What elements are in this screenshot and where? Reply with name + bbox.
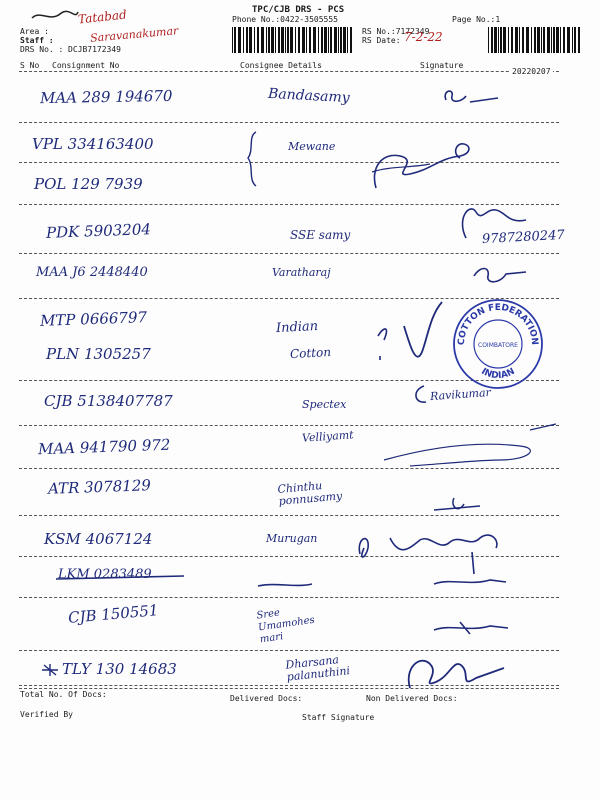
- cotton-federation-seal-icon: [452, 298, 544, 390]
- consignment-number: MTP 0666797: [39, 308, 148, 330]
- barcode-bar: [553, 27, 555, 53]
- barcode-bar: [519, 27, 520, 53]
- consignment-number: MAA 289 194670: [39, 86, 173, 108]
- barcode-bar: [298, 27, 300, 53]
- barcode-drs-icon: [232, 27, 354, 53]
- barcode-bar: [343, 27, 346, 53]
- barcode-bar: [551, 27, 552, 53]
- consignee-name: Spectex: [302, 398, 347, 411]
- consignment-number: VPL 334163400: [32, 135, 154, 153]
- signature-scribble-icon: [410, 384, 430, 408]
- drs-number: DCJB7172349: [68, 45, 121, 54]
- barcode-bar: [543, 27, 545, 53]
- svg-text:COTTON FEDERATION: [457, 303, 539, 345]
- consignee-name: Sree Umamohes mari: [255, 607, 316, 646]
- barcode-bar: [526, 27, 529, 53]
- consignment-number: KSM 4067124: [44, 530, 153, 548]
- barcode-bar: [531, 27, 532, 53]
- signature-scribble-icon: [370, 296, 460, 376]
- signature-scribble-icon: [446, 198, 536, 242]
- barcode-bar: [563, 27, 565, 53]
- barcode-bar: [522, 27, 524, 53]
- barcode-bar: [275, 27, 276, 53]
- delivered-docs-label: Delivered Docs:: [230, 694, 303, 703]
- barcode-bar: [572, 27, 573, 53]
- barcode-bar: [287, 27, 289, 53]
- signature-scribble-icon: [360, 138, 480, 198]
- consignee-name: Velliyamt: [301, 428, 355, 445]
- phone-number: Phone No.:0422-3505555: [232, 15, 338, 24]
- barcode-bar: [494, 27, 497, 53]
- consignee-name: SSE samy: [290, 228, 351, 242]
- barcode-bar: [257, 27, 259, 53]
- signature-scribble-icon: [430, 494, 490, 518]
- barcode-bar: [313, 27, 316, 53]
- barcode-bar: [232, 27, 233, 53]
- page-number: Page No.:1: [452, 15, 501, 24]
- signature-scribble-icon: [380, 420, 560, 480]
- consignment-number: LKM 0283489: [58, 567, 152, 582]
- barcode-bar: [238, 27, 241, 53]
- consignment-number: POL 129 7939: [34, 175, 143, 193]
- row-divider: [19, 597, 559, 598]
- seal-center-text: COIMBATORE: [478, 342, 518, 349]
- drs-label: DRS No. :: [20, 45, 64, 54]
- brace-mark-icon: [244, 130, 264, 190]
- total-docs-label: Total No. Of Docs:: [20, 690, 107, 699]
- consignment-number: ATR 3078129: [47, 476, 152, 498]
- barcode-bar: [234, 27, 236, 53]
- barcode-bar: [500, 27, 502, 53]
- barcode-bar: [278, 27, 280, 53]
- seal-bottom-text: INDIAN: [479, 366, 517, 382]
- barcode-bar: [537, 27, 540, 53]
- column-consignment: Consignment No: [52, 61, 120, 70]
- signature-scribble-icon: [350, 518, 510, 578]
- barcode-bar: [318, 27, 319, 53]
- consignee-name: Bandasamy: [267, 85, 351, 107]
- barcode-bar: [285, 27, 286, 53]
- barcode-bar: [515, 27, 518, 53]
- barcode-bar: [334, 27, 337, 53]
- barcode-bar: [266, 27, 267, 53]
- barcode-bar: [324, 27, 327, 53]
- barcode-bar: [261, 27, 264, 53]
- consignee-name: Chinthu ponnusamy: [277, 479, 343, 508]
- strike-through-icon: [56, 570, 186, 586]
- consignment-number: CJB 5138407787: [44, 392, 173, 410]
- barcode-bar: [541, 27, 542, 53]
- signature-scribble-icon: [400, 648, 510, 698]
- barcode-bar: [556, 27, 559, 53]
- barcode-bar: [254, 27, 255, 53]
- rs-date-label: RS Date:: [362, 36, 401, 45]
- barcode-bar: [338, 27, 339, 53]
- consignment-number: MAA J6 2448440: [36, 265, 148, 280]
- barcode-rs-icon: [488, 27, 580, 53]
- header-divider: [19, 71, 559, 72]
- barcode-bar: [340, 27, 342, 53]
- staff-signature-label: Staff Signature: [302, 713, 375, 722]
- barcode-bar: [309, 27, 311, 53]
- barcode-bar: [249, 27, 252, 53]
- signature-scribble-icon: [430, 574, 510, 590]
- signature-note: Ravikumar: [429, 385, 492, 404]
- document-title: TPC/CJB DRS - PCS: [252, 5, 345, 15]
- signature-scribble-icon: [470, 262, 530, 288]
- consignee-name: Cotton: [289, 344, 332, 362]
- verified-by-label: Verified By: [20, 710, 73, 719]
- consignee-name: Dharsana palanuthini: [284, 653, 351, 684]
- header-scribble-icon: [30, 8, 80, 28]
- barcode-bar: [508, 27, 509, 53]
- consignment-number: PLN 1305257: [46, 345, 151, 363]
- barcode-bar: [330, 27, 332, 53]
- column-sno: S No: [20, 61, 40, 70]
- barcode-bar: [578, 27, 580, 53]
- staff-value: Saravanakumar: [89, 24, 179, 45]
- barcode-bar: [268, 27, 270, 53]
- barcode-bar: [574, 27, 576, 53]
- rs-date-value: 7-2-22: [404, 30, 443, 44]
- barcode-bar: [302, 27, 305, 53]
- footer-divider: [19, 688, 559, 689]
- star-mark-icon: [40, 662, 60, 678]
- barcode-bar: [295, 27, 296, 53]
- barcode-bar: [547, 27, 550, 53]
- row-divider: [19, 253, 559, 254]
- staff-label: Staff :: [20, 36, 54, 45]
- consignment-number: CJB 150551: [67, 601, 160, 627]
- seal-top-text: COTTON FEDERATION: [456, 302, 540, 346]
- barcode-bar: [511, 27, 513, 53]
- row-divider: [19, 122, 559, 123]
- area-label: Area :: [20, 27, 49, 36]
- consignee-name: Mewane: [288, 140, 336, 153]
- barcode-bar: [498, 27, 499, 53]
- barcode-bar: [347, 27, 348, 53]
- barcode-bar: [328, 27, 329, 53]
- consignee-name: Indian: [275, 318, 319, 337]
- barcode-bar: [503, 27, 506, 53]
- area-value: Tatabad: [77, 7, 128, 27]
- barcode-bar: [491, 27, 493, 53]
- barcode-bar: [350, 27, 352, 53]
- rs-number: RS No.:7172349: [362, 27, 430, 36]
- barcode-bar: [243, 27, 244, 53]
- date-stamp: 20220207: [512, 67, 551, 76]
- consignment-number: PDK 5903204: [45, 220, 152, 242]
- barcode-bar: [281, 27, 284, 53]
- barcode-bar: [290, 27, 293, 53]
- column-signature: Signature: [420, 61, 464, 70]
- barcode-bar: [488, 27, 489, 53]
- signature-scribble-icon: [430, 618, 510, 638]
- consignment-number: MAA 941790 972: [37, 435, 171, 459]
- signature-scribble-icon: [440, 86, 500, 110]
- strike-through-icon: [256, 578, 316, 592]
- consignment-number: TLY 130 14683: [62, 660, 177, 678]
- barcode-bar: [321, 27, 323, 53]
- barcode-bar: [560, 27, 561, 53]
- consignee-name: Varatharaj: [272, 266, 331, 279]
- barcode-bar: [306, 27, 307, 53]
- consignee-name: Murugan: [266, 532, 318, 545]
- column-consignee: Consignee Details: [240, 61, 322, 70]
- barcode-bar: [271, 27, 274, 53]
- barcode-bar: [567, 27, 570, 53]
- barcode-bar: [246, 27, 248, 53]
- barcode-bar: [534, 27, 536, 53]
- signature-note: 9787280247: [481, 227, 566, 248]
- non-delivered-docs-label: Non Delivered Docs:: [366, 694, 458, 703]
- svg-text:INDIAN: [479, 367, 516, 382]
